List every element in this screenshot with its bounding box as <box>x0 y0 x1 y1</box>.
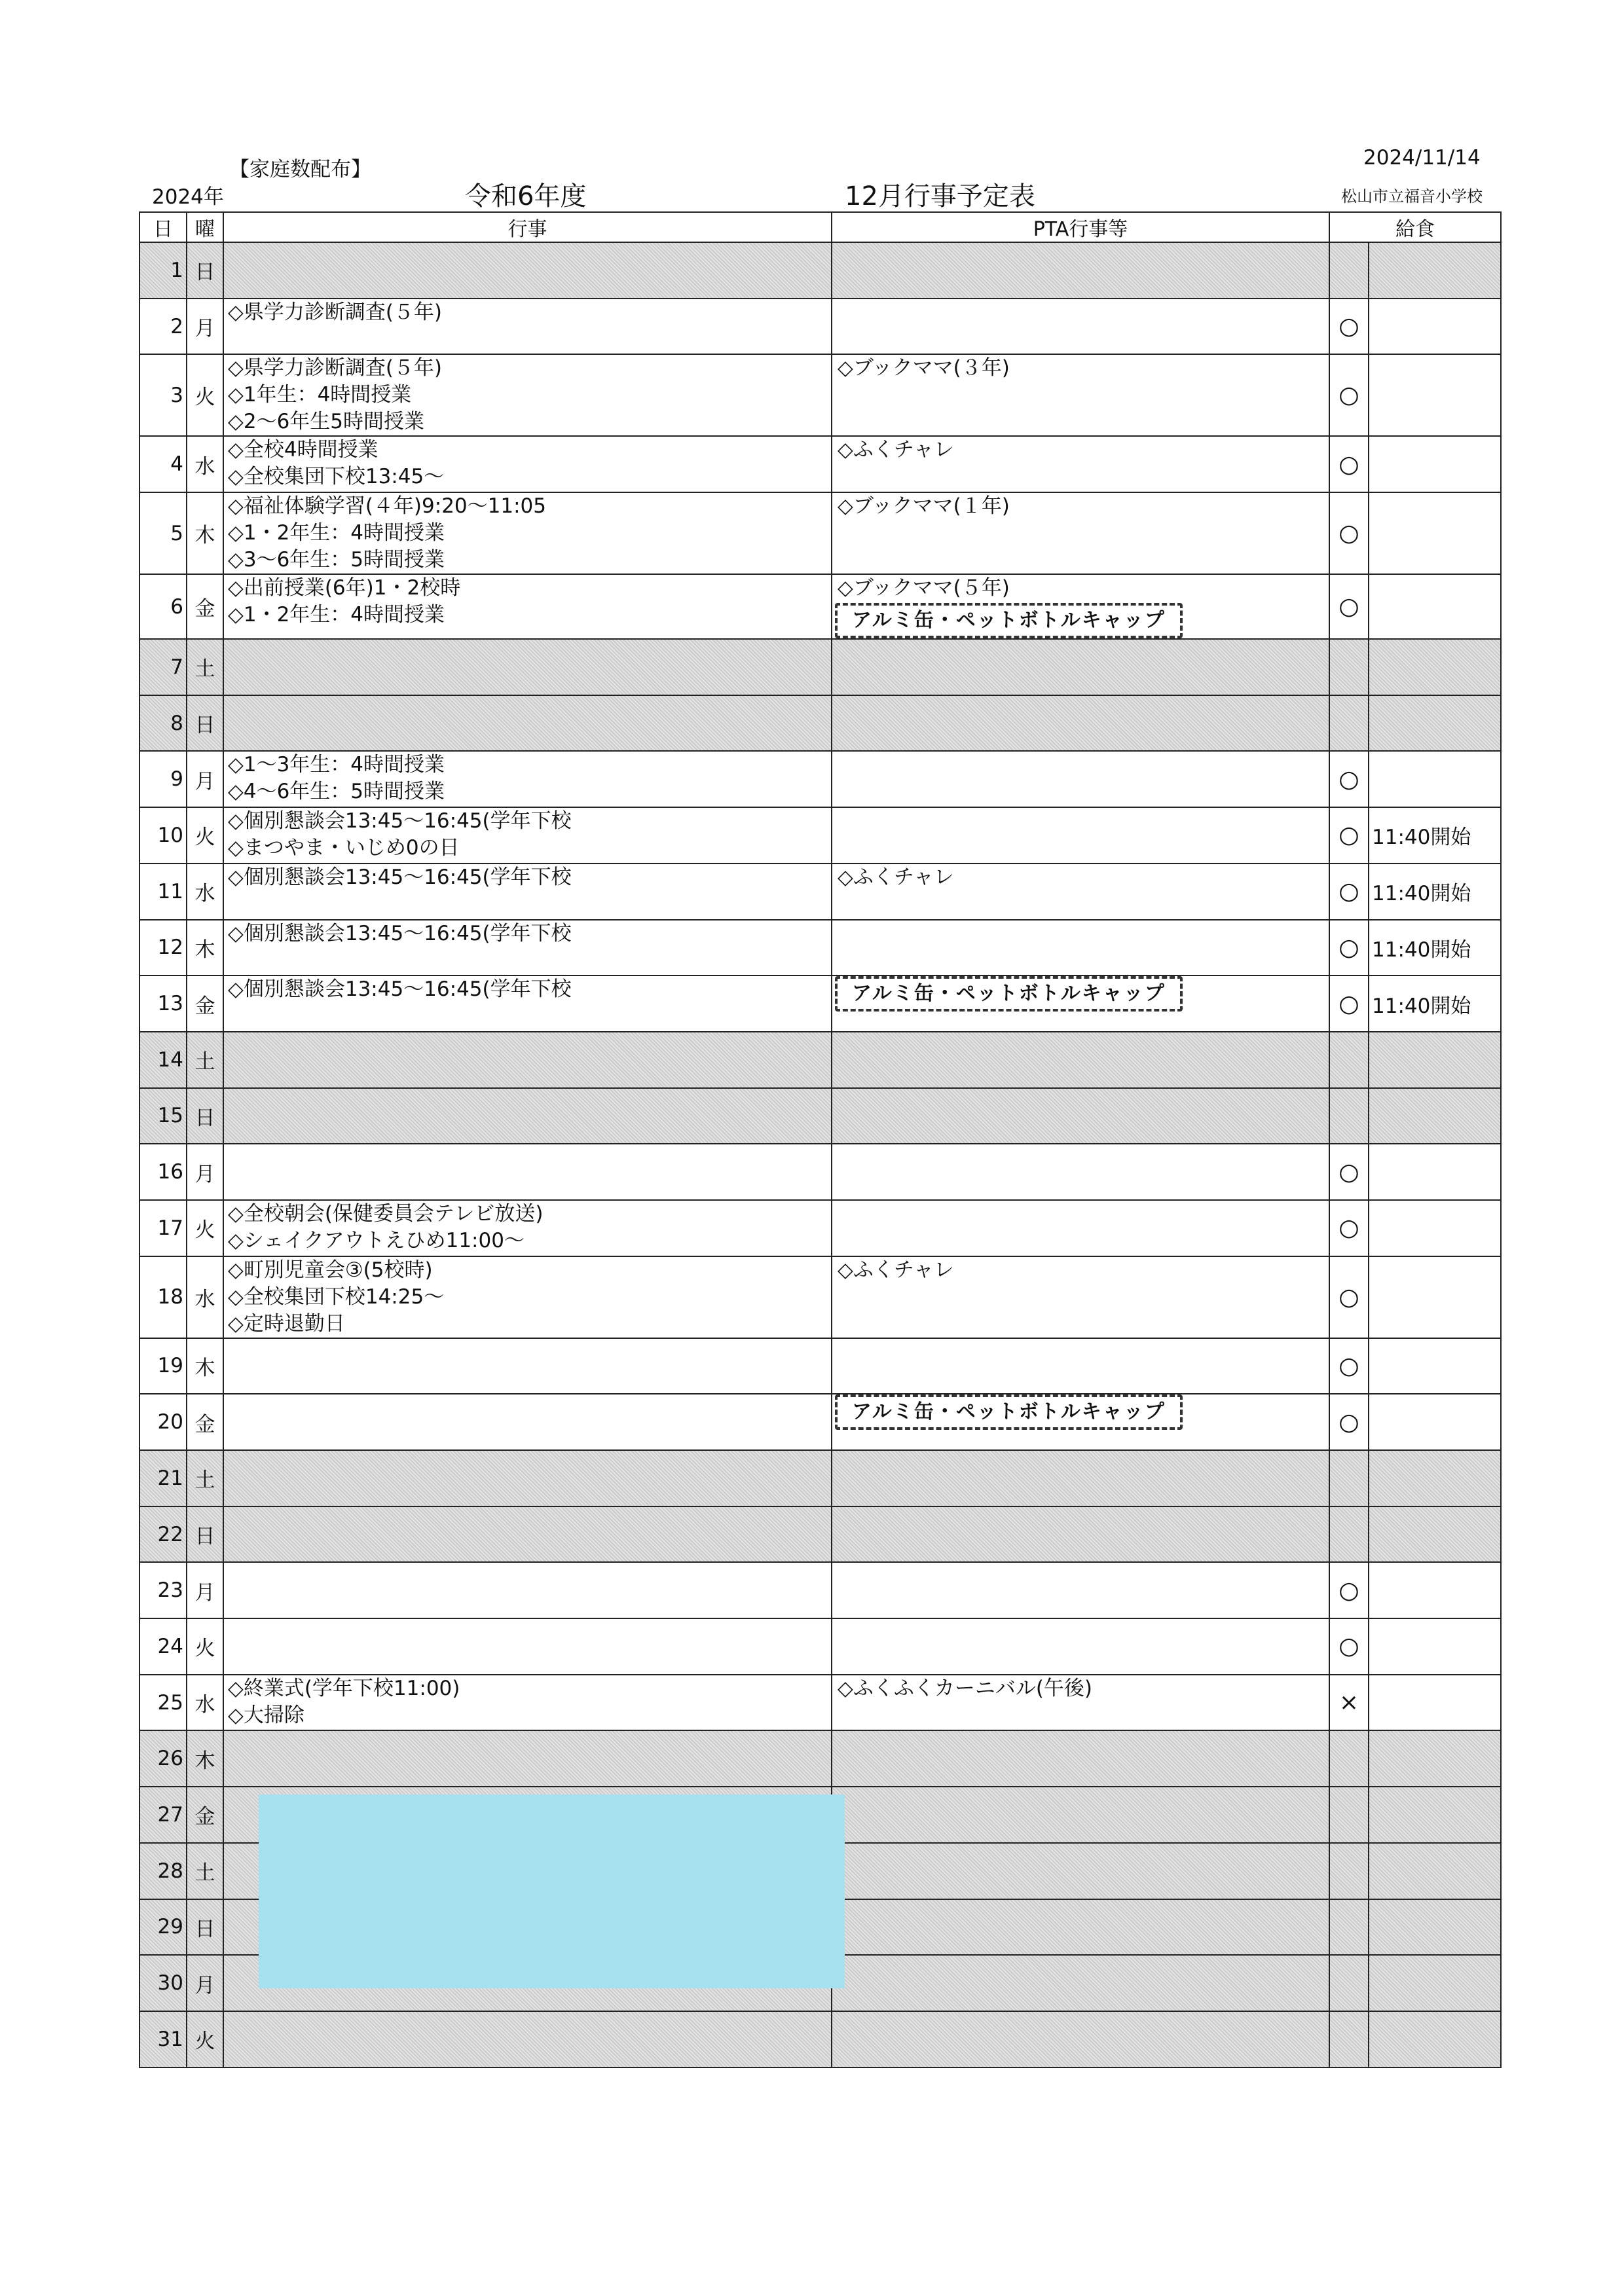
lunch-mark-cell: ○ <box>1329 299 1369 355</box>
weekday-cell: 火 <box>187 2011 223 2068</box>
weekday-cell: 月 <box>187 751 223 807</box>
weekday-cell: 月 <box>187 1144 223 1200</box>
pta-item: ◇ふくチャレ <box>838 438 954 462</box>
events-cell <box>223 1088 832 1144</box>
events-cell <box>223 864 832 920</box>
lunch-mark-cell <box>1329 1032 1369 1088</box>
table-row <box>139 354 1501 436</box>
lunch-mark-cell <box>1329 1899 1369 1956</box>
table-row <box>139 1730 1501 1787</box>
event-item: ◇全校集団下校14:25～ <box>228 1285 445 1309</box>
day-cell: 27 <box>139 1787 187 1843</box>
col-header-pta: PTA行事等 <box>832 212 1329 242</box>
events-cell <box>223 1032 832 1088</box>
lunch-mark-cell: ○ <box>1329 864 1369 920</box>
table-row <box>139 242 1501 299</box>
pta-cell <box>832 2011 1329 2068</box>
recycling-collection-badge: アルミ缶・ペットボトルキャップ <box>835 603 1183 638</box>
lunch-mark-cell <box>1329 1506 1369 1563</box>
event-item: ◇全校4時間授業 <box>228 438 378 462</box>
day-cell: 15 <box>139 1088 187 1144</box>
lunch-mark-cell <box>1329 1787 1369 1843</box>
events-cell <box>223 1618 832 1675</box>
events-cell <box>223 2011 832 2068</box>
pta-cell <box>832 1730 1329 1787</box>
pta-cell <box>832 1562 1329 1618</box>
lunch-mark-cell: ○ <box>1329 492 1369 574</box>
day-cell: 16 <box>139 1144 187 1200</box>
day-cell: 26 <box>139 1730 187 1787</box>
lunch-note-cell <box>1369 436 1501 492</box>
weekday-cell: 日 <box>187 242 223 299</box>
lunch-mark-cell <box>1329 1450 1369 1506</box>
event-item: ◇まつやま・いじめ0の日 <box>228 836 460 860</box>
pta-item: ◇ブックママ(１年) <box>838 494 1010 519</box>
table-row <box>139 920 1501 976</box>
pta-cell <box>832 1200 1329 1256</box>
day-cell: 13 <box>139 975 187 1032</box>
table-row <box>139 436 1501 492</box>
events-cell <box>223 1200 832 1256</box>
table-row <box>139 975 1501 1032</box>
lunch-mark-cell: ○ <box>1329 920 1369 976</box>
table-row <box>139 492 1501 574</box>
lunch-note-cell: 11:40開始 <box>1369 975 1501 1032</box>
events-cell <box>223 1256 832 1338</box>
lunch-note-cell <box>1369 1955 1501 2011</box>
events-cell <box>223 242 832 299</box>
day-cell: 23 <box>139 1562 187 1618</box>
pta-cell <box>832 1618 1329 1675</box>
fiscal-year-label: 令和6年度 <box>465 181 587 211</box>
lunch-mark-cell <box>1329 1843 1369 1899</box>
day-cell: 19 <box>139 1338 187 1394</box>
lunch-mark-cell: ○ <box>1329 751 1369 807</box>
lunch-mark-cell: ○ <box>1329 1618 1369 1675</box>
day-cell: 8 <box>139 695 187 752</box>
event-item: ◇1・2年生：4時間授業 <box>228 521 445 545</box>
events-cell <box>223 1394 832 1450</box>
weekday-cell: 火 <box>187 1200 223 1256</box>
event-item: ◇定時退勤日 <box>228 1311 345 1336</box>
pta-cell <box>832 695 1329 752</box>
day-cell: 18 <box>139 1256 187 1338</box>
lunch-mark-cell <box>1329 695 1369 752</box>
events-cell <box>223 1730 832 1787</box>
lunch-note-cell <box>1369 1200 1501 1256</box>
lunch-note-cell: 11:40開始 <box>1369 920 1501 976</box>
lunch-mark-cell: ○ <box>1329 1338 1369 1394</box>
school-name: 松山市立福音小学校 <box>1341 187 1483 206</box>
table-row <box>139 1562 1501 1618</box>
day-cell: 1 <box>139 242 187 299</box>
pta-cell <box>832 492 1329 574</box>
pta-cell <box>832 920 1329 976</box>
event-item: ◇2～6年生5時間授業 <box>228 410 425 434</box>
pta-item: ◇ブックママ(３年) <box>838 356 1010 380</box>
lunch-mark-cell: ○ <box>1329 1144 1369 1200</box>
table-row <box>139 1394 1501 1450</box>
pta-cell <box>832 639 1329 695</box>
pta-cell <box>832 1675 1329 1731</box>
event-item: ◇福祉体験学習(４年)9:20～11:05 <box>228 494 546 519</box>
pta-cell <box>832 807 1329 864</box>
weekday-cell: 木 <box>187 920 223 976</box>
event-item: ◇個別懇談会13:45～16:45(学年下校 <box>228 921 572 945</box>
table-row <box>139 751 1501 807</box>
event-item: ◇終業式(学年下校11:00) <box>228 1676 460 1700</box>
col-header-lunch: 給食 <box>1329 212 1501 242</box>
event-item: ◇県学力診断調査(５年) <box>228 300 443 324</box>
weekday-cell: 木 <box>187 492 223 574</box>
page-title: 12月行事予定表 <box>845 181 1035 211</box>
events-cell <box>223 920 832 976</box>
table-row <box>139 1618 1501 1675</box>
redaction-block <box>259 1795 845 1988</box>
lunch-note-cell <box>1369 1730 1501 1787</box>
col-header-events: 行事 <box>223 212 832 242</box>
weekday-cell: 水 <box>187 1256 223 1338</box>
lunch-mark-cell <box>1329 639 1369 695</box>
pta-cell <box>832 1843 1329 1899</box>
event-item: ◇県学力診断調査(５年) <box>228 356 443 380</box>
table-row <box>139 1675 1501 1731</box>
day-cell: 20 <box>139 1394 187 1450</box>
weekday-cell: 日 <box>187 695 223 752</box>
lunch-note-cell <box>1369 1394 1501 1450</box>
lunch-mark-cell: ○ <box>1329 975 1369 1032</box>
events-cell <box>223 299 832 355</box>
lunch-note-cell <box>1369 2011 1501 2068</box>
event-item: ◇1～3年生：4時間授業 <box>228 753 445 777</box>
lunch-mark-cell: ○ <box>1329 354 1369 436</box>
lunch-note-cell <box>1369 1899 1501 1956</box>
lunch-mark-cell <box>1329 1088 1369 1144</box>
day-cell: 22 <box>139 1506 187 1563</box>
event-item: ◇1年生：4時間授業 <box>228 383 412 407</box>
pta-cell <box>832 1506 1329 1563</box>
event-item: ◇全校朝会(保健委員会テレビ放送) <box>228 1201 544 1226</box>
table-row <box>139 574 1501 639</box>
weekday-cell: 土 <box>187 1450 223 1506</box>
lunch-note-cell <box>1369 1032 1501 1088</box>
events-cell <box>223 1506 832 1563</box>
day-cell: 6 <box>139 574 187 639</box>
weekday-cell: 火 <box>187 807 223 864</box>
event-item: ◇1・2年生：4時間授業 <box>228 603 445 627</box>
weekday-cell: 月 <box>187 1955 223 2011</box>
lunch-note-cell <box>1369 1256 1501 1338</box>
events-cell <box>223 807 832 864</box>
weekday-cell: 金 <box>187 1394 223 1450</box>
pta-cell <box>832 1899 1329 1956</box>
day-cell: 31 <box>139 2011 187 2068</box>
day-cell: 28 <box>139 1843 187 1899</box>
lunch-note-cell <box>1369 242 1501 299</box>
events-cell <box>223 574 832 639</box>
event-item: ◇町別児童会③(5校時) <box>228 1258 433 1282</box>
lunch-mark-cell: ○ <box>1329 1562 1369 1618</box>
table-row <box>139 695 1501 752</box>
pta-cell <box>832 299 1329 355</box>
weekday-cell: 日 <box>187 1088 223 1144</box>
events-cell <box>223 751 832 807</box>
pta-item: ◇ふくふくカーニバル(午後) <box>838 1676 1093 1700</box>
distribution-note: 【家庭数配布】 <box>229 158 371 181</box>
day-cell: 9 <box>139 751 187 807</box>
day-cell: 10 <box>139 807 187 864</box>
events-cell <box>223 1562 832 1618</box>
events-cell <box>223 695 832 752</box>
table-row <box>139 1506 1501 1563</box>
pta-cell <box>832 242 1329 299</box>
lunch-note-cell <box>1369 1338 1501 1394</box>
weekday-cell: 月 <box>187 1562 223 1618</box>
col-header-weekday: 曜 <box>187 212 223 242</box>
pta-cell <box>832 1394 1329 1450</box>
pta-item: ◇ブックママ(５年) <box>838 576 1010 600</box>
event-item: ◇4～6年生：5時間授業 <box>228 780 445 804</box>
pta-cell <box>832 975 1329 1032</box>
table-row <box>139 1200 1501 1256</box>
weekday-cell: 日 <box>187 1506 223 1563</box>
table-header-row <box>139 212 1501 242</box>
pta-cell <box>832 1256 1329 1338</box>
day-cell: 11 <box>139 864 187 920</box>
weekday-cell: 水 <box>187 436 223 492</box>
lunch-mark-cell: ○ <box>1329 1200 1369 1256</box>
events-cell <box>223 1450 832 1506</box>
lunch-note-cell <box>1369 751 1501 807</box>
lunch-mark-cell <box>1329 1955 1369 2011</box>
lunch-note-cell <box>1369 1562 1501 1618</box>
table-row <box>139 2011 1501 2068</box>
table-row <box>139 1088 1501 1144</box>
lunch-mark-cell <box>1329 2011 1369 2068</box>
lunch-note-cell <box>1369 695 1501 752</box>
table-row <box>139 1032 1501 1088</box>
events-cell <box>223 975 832 1032</box>
weekday-cell: 金 <box>187 574 223 639</box>
table-row <box>139 1450 1501 1506</box>
event-item: ◇個別懇談会13:45～16:45(学年下校 <box>228 977 572 1002</box>
table-row <box>139 299 1501 355</box>
table-row <box>139 864 1501 920</box>
weekday-cell: 水 <box>187 864 223 920</box>
weekday-cell: 木 <box>187 1338 223 1394</box>
lunch-mark-cell: ○ <box>1329 574 1369 639</box>
pta-cell <box>832 354 1329 436</box>
pta-cell <box>832 1144 1329 1200</box>
day-cell: 29 <box>139 1899 187 1956</box>
pta-item: ◇ふくチャレ <box>838 1258 954 1282</box>
day-cell: 24 <box>139 1618 187 1675</box>
event-item: ◇大掃除 <box>228 1703 304 1727</box>
lunch-note-cell <box>1369 639 1501 695</box>
day-cell: 3 <box>139 354 187 436</box>
weekday-cell: 月 <box>187 299 223 355</box>
lunch-mark-cell: ○ <box>1329 1394 1369 1450</box>
pta-cell <box>832 436 1329 492</box>
weekday-cell: 火 <box>187 1618 223 1675</box>
lunch-note-cell <box>1369 1088 1501 1144</box>
events-cell <box>223 436 832 492</box>
day-cell: 5 <box>139 492 187 574</box>
lunch-note-cell <box>1369 1144 1501 1200</box>
pta-cell <box>832 1955 1329 2011</box>
lunch-mark-cell: ○ <box>1329 1256 1369 1338</box>
pta-cell <box>832 1338 1329 1394</box>
day-cell: 12 <box>139 920 187 976</box>
lunch-note-cell <box>1369 1675 1501 1731</box>
lunch-mark-cell <box>1329 1730 1369 1787</box>
day-cell: 30 <box>139 1955 187 2011</box>
col-header-day: 日 <box>139 212 187 242</box>
events-cell <box>223 1338 832 1394</box>
lunch-note-cell <box>1369 1450 1501 1506</box>
lunch-mark-cell: ○ <box>1329 807 1369 864</box>
weekday-cell: 土 <box>187 1032 223 1088</box>
weekday-cell: 土 <box>187 639 223 695</box>
weekday-cell: 木 <box>187 1730 223 1787</box>
event-item: ◇3～6年生：5時間授業 <box>228 548 445 572</box>
lunch-note-cell: 11:40開始 <box>1369 864 1501 920</box>
weekday-cell: 日 <box>187 1899 223 1956</box>
events-cell <box>223 492 832 574</box>
events-cell <box>223 354 832 436</box>
pta-item: ◇ふくチャレ <box>838 865 954 889</box>
event-item: ◇個別懇談会13:45～16:45(学年下校 <box>228 865 572 889</box>
lunch-note-cell <box>1369 574 1501 639</box>
events-cell <box>223 1675 832 1731</box>
lunch-mark-cell: × <box>1329 1675 1369 1731</box>
lunch-note-cell: 11:40開始 <box>1369 807 1501 864</box>
day-cell: 17 <box>139 1200 187 1256</box>
table-row <box>139 1338 1501 1394</box>
pta-cell <box>832 1088 1329 1144</box>
lunch-note-cell <box>1369 1843 1501 1899</box>
lunch-note-cell <box>1369 492 1501 574</box>
lunch-mark-cell <box>1329 242 1369 299</box>
weekday-cell: 金 <box>187 975 223 1032</box>
weekday-cell: 火 <box>187 354 223 436</box>
weekday-cell: 水 <box>187 1675 223 1731</box>
event-item: ◇シェイクアウトえひめ11:00～ <box>228 1228 525 1252</box>
table-row <box>139 1144 1501 1200</box>
pta-cell <box>832 574 1329 639</box>
recycling-collection-badge: アルミ缶・ペットボトルキャップ <box>835 1394 1183 1430</box>
lunch-note-cell <box>1369 1506 1501 1563</box>
events-cell <box>223 639 832 695</box>
pta-cell <box>832 1032 1329 1088</box>
event-item: ◇出前授業(6年)1・2校時 <box>228 576 461 600</box>
year-label: 2024年 <box>152 185 224 209</box>
schedule-table <box>139 211 1502 2068</box>
day-cell: 2 <box>139 299 187 355</box>
table-row <box>139 639 1501 695</box>
lunch-mark-cell: ○ <box>1329 436 1369 492</box>
day-cell: 4 <box>139 436 187 492</box>
lunch-note-cell <box>1369 1787 1501 1843</box>
weekday-cell: 土 <box>187 1843 223 1899</box>
table-row <box>139 1256 1501 1338</box>
lunch-note-cell <box>1369 354 1501 436</box>
day-cell: 14 <box>139 1032 187 1088</box>
day-cell: 21 <box>139 1450 187 1506</box>
events-cell <box>223 1144 832 1200</box>
table-row <box>139 807 1501 864</box>
event-item: ◇全校集団下校13:45～ <box>228 465 445 489</box>
day-cell: 25 <box>139 1675 187 1731</box>
event-item: ◇個別懇談会13:45～16:45(学年下校 <box>228 809 572 833</box>
recycling-collection-badge: アルミ缶・ペットボトルキャップ <box>835 976 1183 1011</box>
issue-date: 2024/11/14 <box>1363 146 1481 170</box>
pta-cell <box>832 1450 1329 1506</box>
pta-cell <box>832 864 1329 920</box>
weekday-cell: 金 <box>187 1787 223 1843</box>
pta-cell <box>832 1787 1329 1843</box>
lunch-note-cell <box>1369 1618 1501 1675</box>
day-cell: 7 <box>139 639 187 695</box>
lunch-note-cell <box>1369 299 1501 355</box>
pta-cell <box>832 751 1329 807</box>
